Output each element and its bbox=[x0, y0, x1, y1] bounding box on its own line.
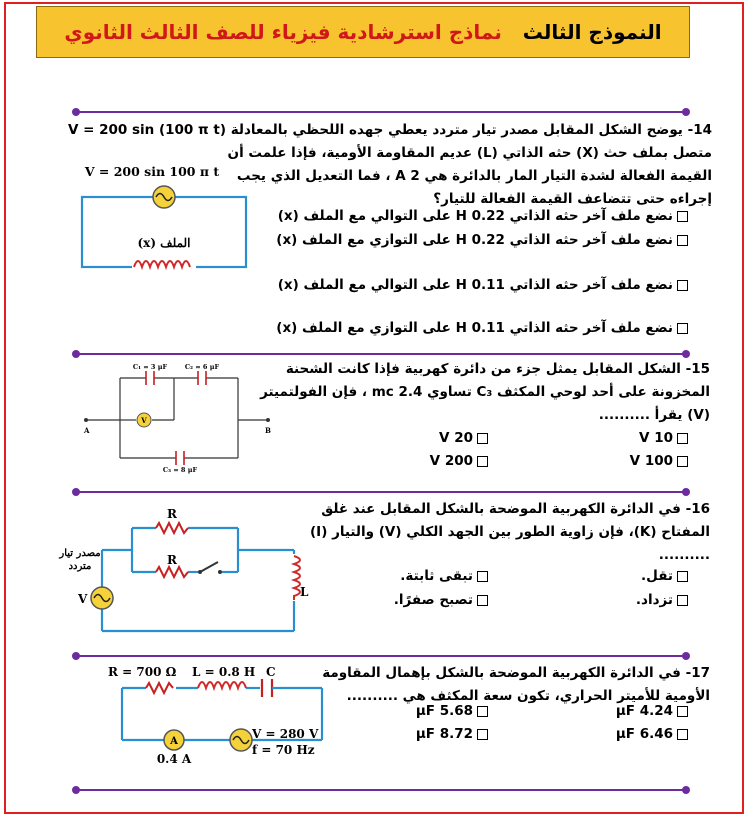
question-14-line1: يوضح الشكل المقابل مصدر تيار متردد يعطي جهده اللحظي بالمعادلة (V = 200 sin (100 π t bbox=[67, 122, 683, 138]
terminal-b-label: B bbox=[265, 426, 271, 435]
answer-option[interactable] bbox=[416, 703, 488, 719]
checkbox[interactable] bbox=[677, 595, 688, 606]
option-label: نضع ملف آخر حثه الذاتي 0.11 H على التوالي مع الملف (x) bbox=[277, 277, 673, 293]
answer-option[interactable] bbox=[278, 208, 688, 224]
question-16-text bbox=[300, 498, 710, 567]
header-title-part2: نماذج استرشادية فيزياء للصف الثالث الثانوي bbox=[64, 20, 502, 44]
answer-option[interactable] bbox=[416, 726, 488, 742]
separator bbox=[76, 353, 686, 355]
option-label: تبقى ثابتة. bbox=[400, 568, 473, 584]
checkbox[interactable] bbox=[677, 729, 688, 740]
checkbox[interactable] bbox=[477, 433, 488, 444]
source-voltage-label: V bbox=[78, 592, 88, 606]
checkbox[interactable] bbox=[677, 433, 688, 444]
option-label: 20 V bbox=[439, 430, 473, 446]
question-14-line3: القيمة الفعالة لشدة التيار المار بالدائرة هي 2 A ، فما التعديل الذي يجب bbox=[236, 168, 712, 184]
question-15-line3: (V) يقرأ .......... bbox=[598, 407, 710, 423]
resistor-icon bbox=[156, 567, 188, 577]
option-label: 200 V bbox=[429, 453, 473, 469]
question-line bbox=[280, 358, 710, 381]
answer-option[interactable] bbox=[641, 568, 688, 584]
capacitor-label: C bbox=[266, 665, 276, 679]
figure-14-equation: V = 200 sin 100 π t bbox=[84, 164, 220, 179]
answer-option[interactable] bbox=[630, 453, 688, 469]
capacitor-c1-label: C₁ = 3 μF bbox=[132, 363, 168, 371]
figure-16-circuit bbox=[50, 506, 320, 636]
answer-option[interactable] bbox=[439, 430, 488, 446]
figure-14-circuit bbox=[70, 160, 260, 280]
inductor-label: L bbox=[300, 585, 309, 599]
question-14-line4: إجراءه حتى تتضاعف القيمة الفعالة للتيار؟ bbox=[433, 191, 712, 207]
inductor-coil-icon bbox=[198, 682, 246, 688]
question-number: 15- bbox=[685, 361, 710, 377]
checkbox[interactable] bbox=[677, 706, 688, 717]
voltmeter-label: V bbox=[141, 416, 147, 425]
question-17-line2: الأومية للأميتر الحراري، تكون سعة المكثف هي .......... bbox=[346, 688, 710, 704]
terminal-a-label: A bbox=[84, 426, 90, 435]
source-label-line1: مصدر تيار bbox=[59, 548, 101, 559]
header-title-part1: النموذج الثالث bbox=[522, 20, 662, 44]
answer-option[interactable] bbox=[616, 726, 688, 742]
resistor-top-label: R bbox=[167, 507, 177, 521]
checkbox[interactable] bbox=[677, 211, 688, 222]
source-voltage-label: V = 280 V bbox=[252, 727, 319, 741]
figure-15-circuit bbox=[78, 362, 278, 474]
question-16-line1: في الدائرة الكهربية الموضحة بالشكل المقابل عند غلق bbox=[321, 501, 681, 517]
page-header bbox=[36, 6, 690, 58]
answer-option[interactable] bbox=[394, 592, 488, 608]
checkbox[interactable] bbox=[677, 323, 688, 334]
checkbox[interactable] bbox=[477, 706, 488, 717]
option-label: تزداد. bbox=[635, 592, 673, 608]
question-line bbox=[322, 662, 710, 685]
answer-option[interactable] bbox=[276, 232, 688, 248]
answer-option[interactable] bbox=[430, 453, 488, 469]
question-15-line1: الشكل المقابل يمثل جزء من دائرة كهربية فإذا كانت الشحنة bbox=[285, 361, 681, 377]
switch-k-icon bbox=[200, 562, 218, 572]
resistor-icon bbox=[146, 683, 173, 693]
option-label: نضع ملف آخر حثه الذاتي 0.11 H على التوازي مع الملف (x) bbox=[276, 320, 673, 336]
option-label: 6.46 μF bbox=[615, 726, 673, 742]
question-16-line3: .......... bbox=[658, 547, 710, 563]
answer-option[interactable] bbox=[278, 277, 688, 293]
capacitor-c2-label: C₂ = 6 μF bbox=[184, 363, 220, 371]
answer-option[interactable] bbox=[639, 430, 688, 446]
checkbox[interactable] bbox=[677, 456, 688, 467]
option-label: 100 V bbox=[629, 453, 673, 469]
resistor-bottom-label: R bbox=[167, 553, 177, 567]
checkbox[interactable] bbox=[477, 456, 488, 467]
figure-14-coil-label: الملف (x) bbox=[137, 236, 191, 250]
option-label: تقل. bbox=[641, 568, 673, 584]
capacitor-icon bbox=[262, 679, 272, 697]
answer-option[interactable] bbox=[616, 703, 688, 719]
option-label: 5.68 μF bbox=[415, 703, 473, 719]
answer-option[interactable] bbox=[276, 320, 688, 336]
checkbox[interactable] bbox=[477, 729, 488, 740]
answer-option[interactable] bbox=[400, 568, 488, 584]
question-number: 17- bbox=[685, 665, 710, 681]
checkbox[interactable] bbox=[677, 571, 688, 582]
question-line bbox=[67, 119, 712, 142]
question-line bbox=[300, 498, 710, 521]
option-label: تصبح صفرًا. bbox=[393, 592, 473, 608]
separator bbox=[76, 655, 686, 657]
question-14-line2: متصل بملف حث (X) حثه الذاتي (L) عديم المقاومة الأومية، فإذا علمت أن bbox=[227, 145, 712, 161]
question-15-text bbox=[260, 358, 710, 427]
option-label: نضع ملف آخر حثه الذاتي 0.22 H على التوازي مع الملف (x) bbox=[276, 232, 673, 248]
resistor-icon bbox=[156, 523, 188, 533]
option-label: 10 V bbox=[639, 430, 673, 446]
question-number: 16- bbox=[685, 501, 710, 517]
question-17-line1: في الدائرة الكهربية الموضحة بالشكل بإهمال المقاومة bbox=[322, 665, 681, 681]
capacitor-c3-label: C₃ = 8 μF bbox=[162, 466, 198, 474]
option-label: 8.72 μF bbox=[415, 726, 473, 742]
question-17-text bbox=[322, 662, 710, 708]
inductor-label: L = 0.8 H bbox=[192, 665, 256, 679]
question-16-line2: المفتاح (K)، فإن زاوية الطور بين الجهد الكلي (V) والتيار (I) bbox=[310, 524, 710, 540]
answer-option[interactable] bbox=[636, 592, 688, 608]
checkbox[interactable] bbox=[477, 571, 488, 582]
checkbox[interactable] bbox=[477, 595, 488, 606]
ammeter-label: A bbox=[170, 736, 178, 747]
checkbox[interactable] bbox=[677, 280, 688, 291]
current-reading: 0.4 A bbox=[156, 752, 192, 766]
resistor-label: R = 700 Ω bbox=[108, 665, 177, 679]
checkbox[interactable] bbox=[677, 235, 688, 246]
question-number: 14- bbox=[687, 122, 712, 138]
question-15-line2: المخزونة على أحد لوحي المكثف C₃ تساوي 2.4 mc ، فإن الفولتميتر bbox=[260, 384, 710, 400]
separator bbox=[76, 111, 686, 113]
option-label: نضع ملف آخر حثه الذاتي 0.22 H على التوالي مع الملف (x) bbox=[277, 208, 673, 224]
separator bbox=[76, 789, 686, 791]
option-label: 4.24 μF bbox=[615, 703, 673, 719]
source-label-line2: متردد bbox=[68, 561, 92, 572]
source-frequency-label: f = 70 Hz bbox=[252, 743, 315, 757]
figure-17-circuit bbox=[100, 660, 332, 770]
separator bbox=[76, 491, 686, 493]
